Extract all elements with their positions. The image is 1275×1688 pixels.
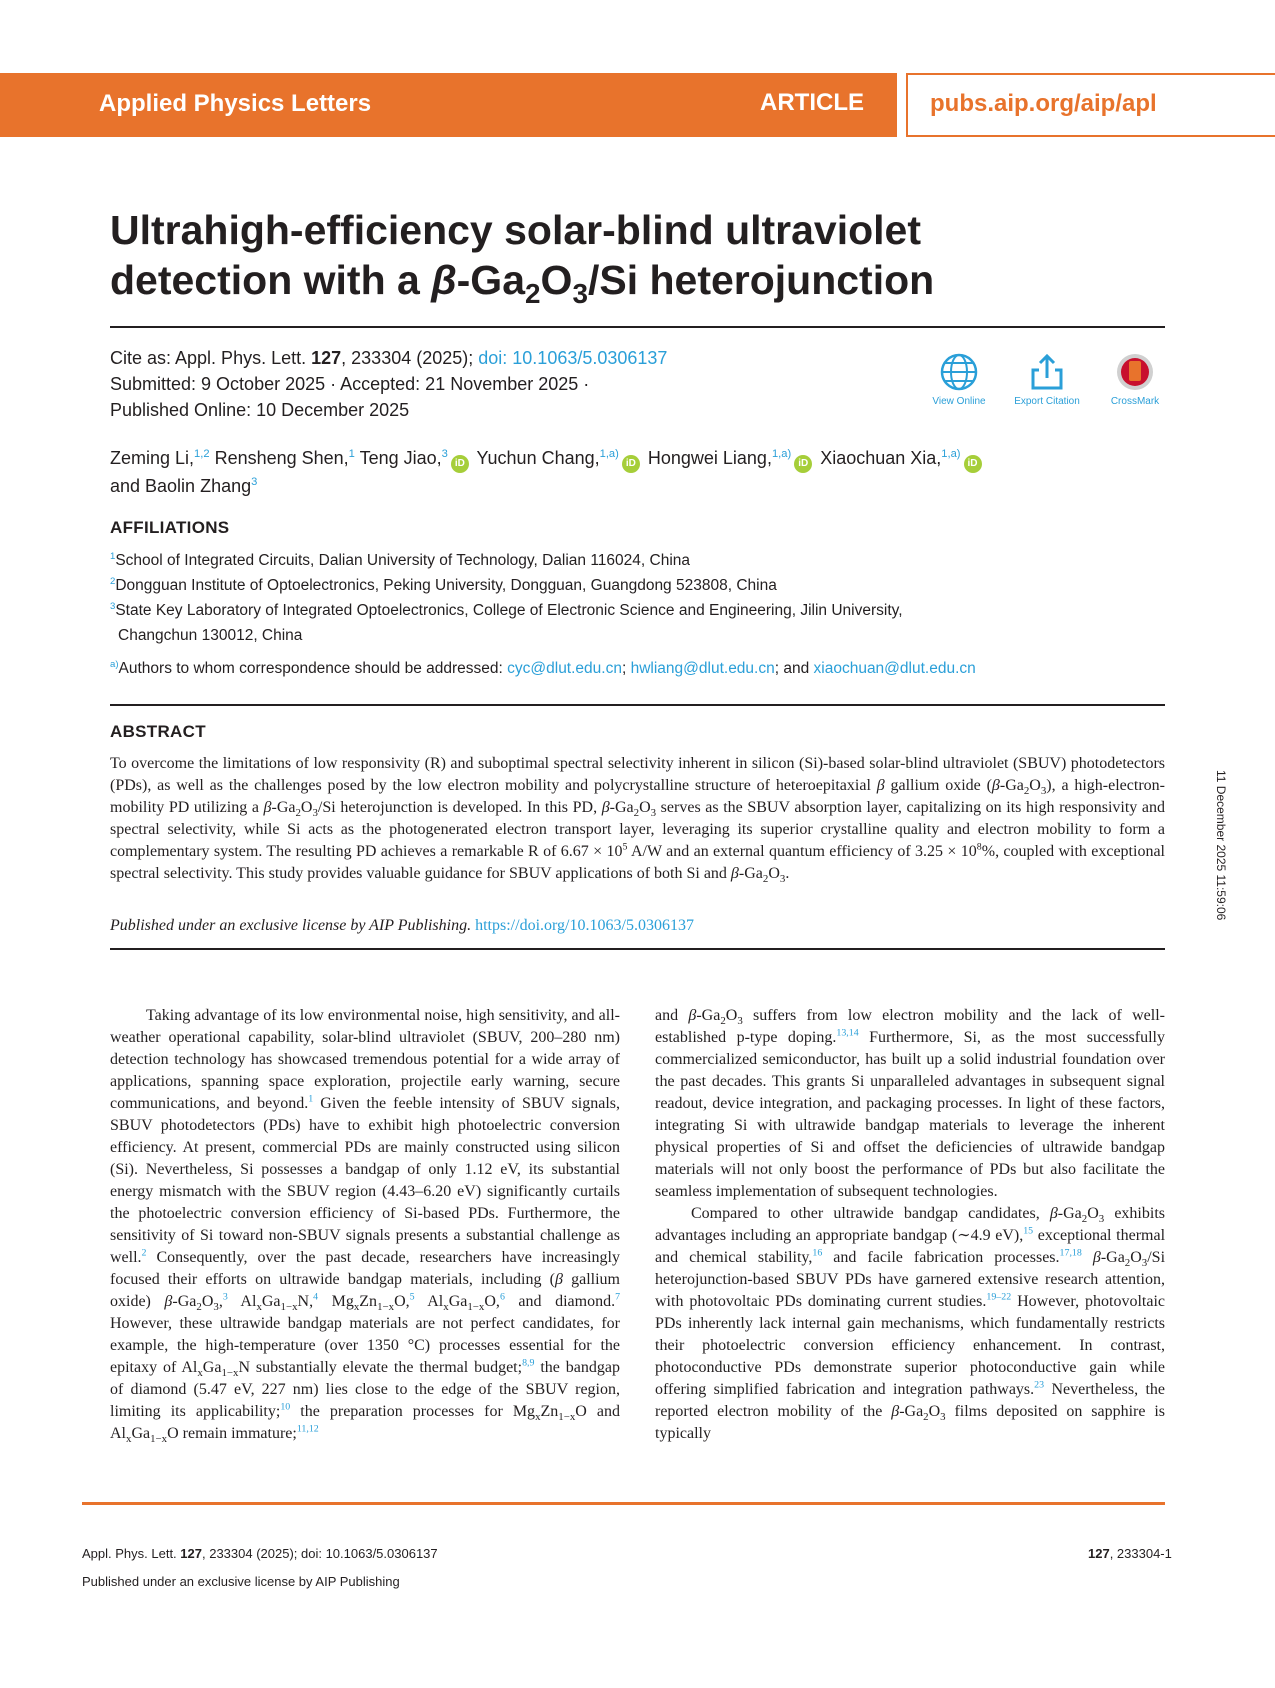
crossmark-label: CrossMark: [1110, 396, 1160, 407]
export-citation-button[interactable]: [1002, 352, 1092, 407]
orcid-icon[interactable]: iD: [451, 455, 469, 473]
ref-link[interactable]: 3: [222, 1291, 228, 1303]
ref-link[interactable]: 16: [812, 1247, 823, 1259]
ref-link[interactable]: 2: [141, 1247, 147, 1259]
orcid-icon[interactable]: iD: [964, 455, 982, 473]
view-online-label: View Online: [932, 396, 986, 407]
download-timestamp: 11 December 2025 11:59:06: [1214, 770, 1228, 921]
export-citation-label: Export Citation: [1014, 396, 1080, 407]
body-column-left: Taking advantage of its low environmental noise, high sensitivity, and all-weather operational capability, solar-blind ultraviolet (SBUV, 200–280 nm) detection technology has showcased tremendous potential for a wide array of applications, spanning space exploration, projectile early warning, secure communications, and beyond.$^1$ Given the feeble intensity of SBUV signals, SBUV photodetectors (PDs) have to exhibit high photoelectric conversion efficiency. At present, commercial PDs are mainly constructed using silicon (Si). Nevertheless, Si possesses a bandgap of only 1.12 eV, its substantial energy mismatch with the SBUV region (4.43–6.20 eV) significantly curtails the photoelectric conversion efficiency of Si-based PDs. Furthermore, the sensitivity of Si toward non-SBUV signals presents a substantial challenge as well.$^2$ Consequently, over the past decade, researchers have increasingly focused their efforts on ultrawide bandgap materials, including (β gallium oxide) $\beta-Ga_2O_3,^3$ $Al_xGa_{1-x}N,^4$ $Mg_xZn_{1-x}O,^5$ $Al_xGa_{1-x}O,^6$ and diamond.$^7$ However, these ultrawide bandgap materials are not perfect candidates, for example, the high-temperature (over 1350 °C) processes essential for the epitaxy of $Al_xGa_{1-x}N$ substantially elevate the thermal budget;$^{8,9}$ the bandgap of diamond (5.47 eV, 227 nm) lies close to the edge of the SBUV region, limiting its applicability;$^{10}$ the preparation processes for $Mg_xZn_{1-x}O$ and $Al_xGa_{1-x}O$ remain immature;$^{11,12}$: [110, 1007, 621, 1446]
crossmark-button[interactable]: [1090, 352, 1180, 407]
author-6[interactable]: Xiaochuan Xia,$^{1,a)}$: [815, 448, 961, 468]
doi-url-link[interactable]: https://doi.org/10.1063/5.0306137: [475, 917, 694, 934]
crossmark-icon: [1115, 352, 1155, 392]
title-line-2: detection with a $\beta-Ga_2O_3/Si$ heterojunction: [110, 257, 935, 310]
author-5[interactable]: Hongwei Liang,$^{1,a)}$: [642, 448, 792, 468]
ref-link[interactable]: 13,14: [836, 1027, 859, 1039]
published-line: Published Online: 10 December 2025: [110, 400, 410, 420]
globe-icon: [939, 352, 979, 392]
author-list: [110, 445, 1170, 499]
title-line-1: Ultrahigh-efficiency solar-blind ultraviolet: [110, 207, 922, 253]
abstract-rule-top: [110, 704, 1165, 706]
footer-license: Published under an exclusive license by AIP Publishing: [82, 1574, 400, 1589]
article-title: [110, 205, 1090, 310]
abstract-rule-bottom: [110, 948, 1165, 950]
ref-link[interactable]: 1: [308, 1093, 314, 1105]
email-link-1[interactable]: cyc@dlut.edu.cn: [507, 660, 622, 677]
affiliation-item: $^1$School of Integrated Circuits, Dalian University of Technology, Dalian 116024, China: [110, 550, 691, 569]
ref-link[interactable]: 4: [313, 1291, 319, 1303]
author-3[interactable]: Teng Jiao,$^3$: [354, 448, 448, 468]
footer-rule: [82, 1502, 1165, 1505]
view-online-button[interactable]: [914, 352, 1004, 407]
correspondence-line: $^{a)}$Authors to whom correspondence should be addressed: cyc@dlut.edu.cn; hwliang@dlut.edu.cn; and xiaochuan@dlut.edu.cn: [110, 658, 976, 677]
journal-name[interactable]: Applied Physics Letters: [99, 90, 372, 117]
abstract-text: To overcome the limitations of low responsivity (R) and suboptimal spectral selectivity inherent in silicon (Si)-based solar-blind ultraviolet (SBUV) photodetectors (PDs), as well as the challenges posed by the low electron mobility and polycrystalline structure of heteroepitaxial β gallium oxide $(\beta-Ga_2O_3)$, a high-electron-mobility PD utilizing a $\beta-Ga_2O_3/Si$ heterojunction is developed. In this PD, $\beta-Ga_2O_3$ serves as the SBUV absorption layer, capitalizing on its high responsivity and spectral selectivity, while Si acts as the photogenerated electron transport layer, leveraging its superior crystalline quality and electron mobility to form a complementary system. The resulting PD achieves a remarkable R of $6.67 \times 10^5$ A/W and an external quantum efficiency of $3.25 \times 10^8\%$, coupled with exceptional spectral selectivity. This study provides valuable guidance for SBUV applications of both Si and $\beta-Ga_2O_3$.: [110, 755, 1165, 886]
email-link-3[interactable]: xiaochuan@dlut.edu.cn: [813, 660, 976, 677]
ref-link[interactable]: 11,12: [296, 1423, 319, 1435]
body-column-right: [655, 1005, 1165, 1445]
ref-link[interactable]: 15: [1023, 1225, 1034, 1237]
ref-link[interactable]: 17,18: [1059, 1247, 1082, 1259]
author-1[interactable]: Zeming Li,$^{1,2}$: [110, 448, 210, 468]
author-2[interactable]: Rensheng Shen,$^1$: [209, 448, 355, 468]
citation-block: [110, 345, 910, 423]
cite-line: Cite as: Appl. Phys. Lett. 127, 233304 (2025); doi: 10.1063/5.0306137: [110, 348, 668, 368]
author-4[interactable]: Yuchun Chang,$^{1,a)}$: [471, 448, 619, 468]
article-type: ARTICLE: [760, 89, 864, 116]
affiliation-item: $^2$Dongguan Institute of Optoelectronics, Peking University, Dongguan, Guangdong 523808, China: [110, 575, 777, 594]
ref-link[interactable]: 19–22: [986, 1291, 1012, 1303]
title-rule: [110, 326, 1165, 328]
affiliation-item: $^3$State Key Laboratory of Integrated Optoelectronics, College of Electronic Science and Engineering, Jilin University, Changchun 130012, China: [110, 600, 903, 644]
submitted-line: Submitted: 9 October 2025 · Accepted: 21 November 2025 ·: [110, 374, 590, 394]
affiliations-list: [110, 548, 1170, 648]
doi-link[interactable]: doi: 10.1063/5.0306137: [478, 348, 668, 368]
orcid-icon[interactable]: iD: [794, 455, 812, 473]
footer-page-number: 127, 233304-1: [1088, 1546, 1172, 1561]
journal-url-link[interactable]: pubs.aip.org/aip/apl: [930, 90, 1157, 117]
ref-link[interactable]: 5: [409, 1291, 415, 1303]
ref-link[interactable]: 23: [1034, 1379, 1045, 1391]
email-link-2[interactable]: hwliang@dlut.edu.cn: [630, 660, 775, 677]
ref-link[interactable]: 7: [615, 1291, 621, 1303]
body-paragraph: and $\beta-Ga_2O_3$ suffers from low electron mobility and the lack of well-established p-type doping.$^{13,14}$ Furthermore, Si, as the most successfully commercialized semiconductor, has built up a solid industrial foundation over the past decades. This grants Si unparalleled advantages in subsequent signal readout, device integration, and packaging processes. In light of these factors, integrating Si with ultrawide bandgap materials to leverage the inherent physical properties of Si and offset the deficiencies of ultrawide bandgap materials will not only boost the performance of PDs but also facilitate the seamless implementation of subsequent technologies.: [655, 1007, 1165, 1200]
affiliations-heading: AFFILIATIONS: [110, 518, 230, 537]
author-7[interactable]: and Baolin Zhang$^3$: [110, 476, 258, 496]
footer-citation: Appl. Phys. Lett. 127, 233304 (2025); doi: 10.1063/5.0306137: [82, 1546, 438, 1561]
abstract-heading: ABSTRACT: [110, 722, 206, 741]
ref-link[interactable]: 8,9: [522, 1357, 535, 1369]
license-line: Published under an exclusive license by AIP Publishing. https://doi.org/10.1063/5.0306137: [110, 917, 694, 934]
body-paragraph: Compared to other ultrawide bandgap candidates, $\beta-Ga_2O_3$ exhibits advantages including an appropriate bandgap (∼4.9 eV),$^{15}$ exceptional thermal and chemical stability,$^{16}$ and facile fabrication processes.$^{17,18}$ $\beta-Ga_2O_3/Si$ heterojunction-based SBUV PDs have garnered extensive research attention, with photovoltaic PDs dominating current studies.$^{19-22}$ However, photovoltaic PDs inherently lack internal gain mechanisms, which fundamentally restricts their photoelectric conversion efficiency enhancement. In contrast, photoconductive PDs demonstrate superior photoconductive gain while offering simplified fabrication and integration pathways.$^{23}$ Nevertheless, the reported electron mobility of the $\beta-Ga_2O_3$ films deposited on sapphire is typically: [655, 1205, 1166, 1442]
export-icon: [1027, 352, 1067, 392]
ref-link[interactable]: 10: [280, 1401, 291, 1413]
ref-link[interactable]: 6: [499, 1291, 505, 1303]
orcid-icon[interactable]: iD: [622, 455, 640, 473]
